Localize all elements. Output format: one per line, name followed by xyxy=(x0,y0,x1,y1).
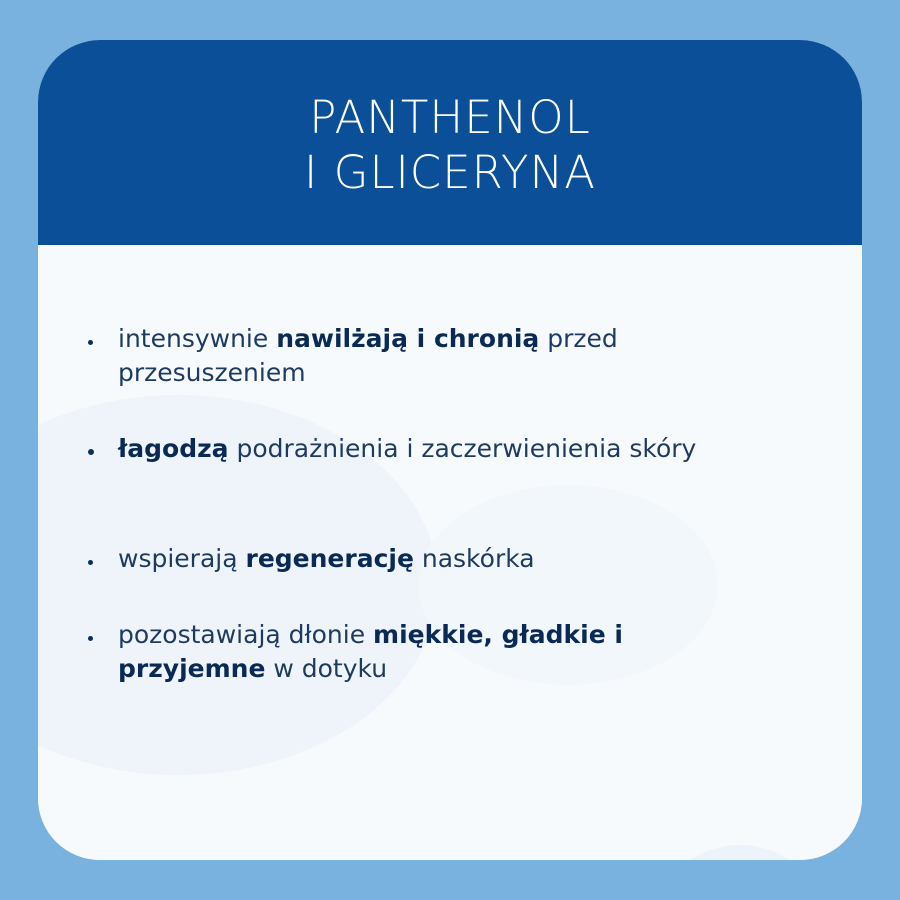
list-item-text xyxy=(118,322,758,390)
list-item-text xyxy=(118,542,758,576)
bullet-dot-icon xyxy=(88,636,93,641)
bullet-dot-icon xyxy=(88,449,94,455)
bullet-dot-icon xyxy=(88,340,93,345)
list-item-text xyxy=(118,618,758,686)
text-segment: pozostawiają dłonie xyxy=(118,620,374,649)
text-segment: podrażnienia i zaczerwienienia skóry xyxy=(228,434,697,463)
bold-text-segment: regenerację xyxy=(245,544,414,573)
text-segment: przed przesuszeniem xyxy=(118,324,618,387)
bullet-dot-icon xyxy=(88,560,93,565)
bold-text-segment: łagodzą xyxy=(118,434,229,463)
bold-text-segment: miękkie, gładkie i przyjemne xyxy=(118,620,623,683)
title-line-2: I GLICERYNA xyxy=(304,145,596,199)
text-segment: intensywnie xyxy=(118,324,277,353)
decorative-blob xyxy=(650,845,830,860)
list-item-text xyxy=(118,432,758,466)
text-segment: wspierają xyxy=(118,544,246,573)
text-segment: w dotyku xyxy=(265,654,388,683)
title-line-1: PANTHENOL xyxy=(309,90,591,144)
text-segment: naskórka xyxy=(413,544,535,573)
card-header xyxy=(38,40,862,245)
bold-text-segment: nawilżają i chronią xyxy=(276,324,540,353)
